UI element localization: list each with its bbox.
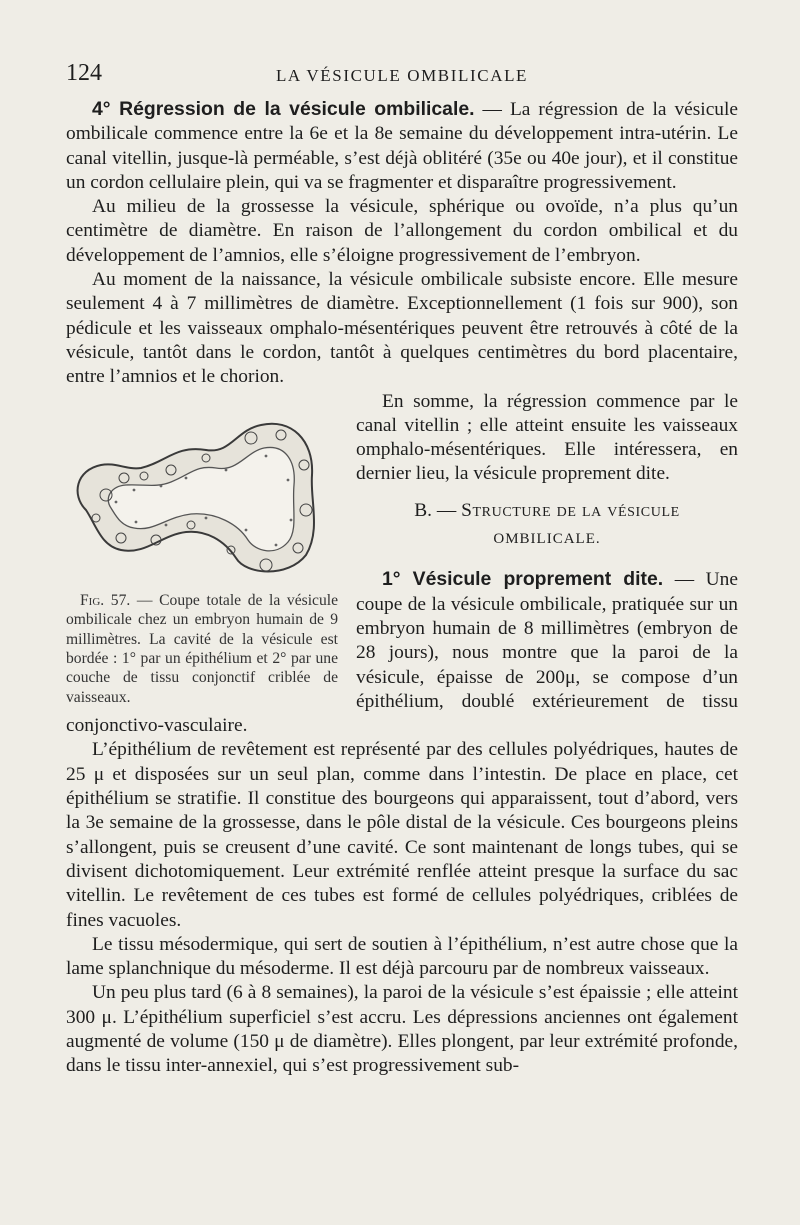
page-number: 124 — [66, 60, 102, 86]
figure-caption: Fig. 57. — Coupe totale de la vésicule ombilicale chez un embryon humain de 9 millimètres. La cavité de la vésicule est bordée : 1° par un épithélium et 2° par une couche de tissu conjonctif criblée de vaisseaux. — [66, 591, 338, 706]
section-heading-b: B. — Structure de la vésicule OMBILICALE. — [414, 499, 680, 548]
paragraph: Un peu plus tard (6 à 8 semaines), la paroi de la vésicule s’est épaissie ; elle atteint 300 μ. L’épithélium superficiel s’est accru. Les dépressions anciennes ont également augmenté de volume (150 μ de diamètre). Elles plongent, par leur extrémité profonde, dans le tissu inter-annexiel, qui s’est progressivement sub- — [66, 982, 738, 1077]
page-header — [66, 60, 738, 88]
paragraph: Le tissu mésodermique, qui sert de soutien à l’épithélium, n’est autre chose que la lame splanchnique du mésoderme. Il est déjà parcouru par de nombreux vaisseaux. — [66, 933, 738, 980]
paragraph: Au moment de la naissance, la vésicule ombilicale subsiste encore. Elle mesure seulement 4 à 7 millimètres de diamètre. Exceptionnellement (1 fois sur 900), son pédicule et les vaisseaux omphalo-mésentériques peuvent être retrouvés à côté de la vésicule, tantôt dans le cordon, tantôt à quelques centimètres du bord placentaire, entre l’amnios et le chorion. — [66, 269, 738, 388]
paragraph: Au milieu de la grossesse la vésicule, sphérique ou ovoïde, n’a plus qu’un centimètre de diamètre. En raison de l’allongement du cordon ombilical et du développement de l’amnios, elle s’éloigne progressivement de l’embryon. — [66, 196, 738, 266]
running-title: LA VÉSICULE OMBILICALE — [275, 66, 529, 85]
section-heading: 4° Régression de la vésicule ombilicale. — [92, 98, 475, 120]
paragraph: 4° Régression de la vésicule ombilicale. — La régression de la vésicule ombilicale commence entre la 6e et la 8e semaine du développement intra-utérin. Le canal vitellin, jusque-là perméable, s’est déjà oblitéré (35e ou 40e jour), et il constitue un cordon cellulaire plein, qui va se fragmenter et disparaître progressivement. — [66, 98, 738, 193]
paragraph: 1° Vésicule proprement dite. — Une coupe de la vésicule ombilicale, pratiquée sur un embryon humain de 8 millimètres (embryon de 28 jours), nous montre que la paroi de la vésicule, épaisse de 200μ, se compose d’un épithélium, doublé extérieurement de tissu conjonctivo-vasculaire. — [66, 568, 738, 737]
histology-section-drawing-icon — [66, 390, 338, 580]
body-text — [66, 97, 738, 1079]
paragraph: En somme, la régression commence par le canal vitellin ; elle atteint ensuite les vaisseaux omphalo-mésentériques. Elle intéressera, en dernier lieu, la vésicule proprement dite. — [356, 390, 738, 485]
subsection-heading: 1° Vésicule proprement dite. — [382, 568, 664, 591]
paragraph: L’épithélium de revêtement est représenté par des cellules polyédriques, hautes de 25 μ et disposées sur un seul plan, comme dans l’intestin. De place en place, cet épithélium se stratifie. Il constitue des bourgeons qui apparaissent, tout d’abord, vers la 3e semaine de la grossesse, dans le pôle distal de la vésicule. Ces bourgeons pleins s’allongent, puis se creusent d’une cavité. Ce sont maintenant de longs tubes, qui se divisent dichotomiquement. Leur extrémité renflée atteint presque la surface du sac vitellin. Le revêtement de ces tubes est formé de cellules polyédriques, criblées de fines vacuoles. — [66, 739, 738, 931]
figure-57 — [66, 390, 338, 708]
